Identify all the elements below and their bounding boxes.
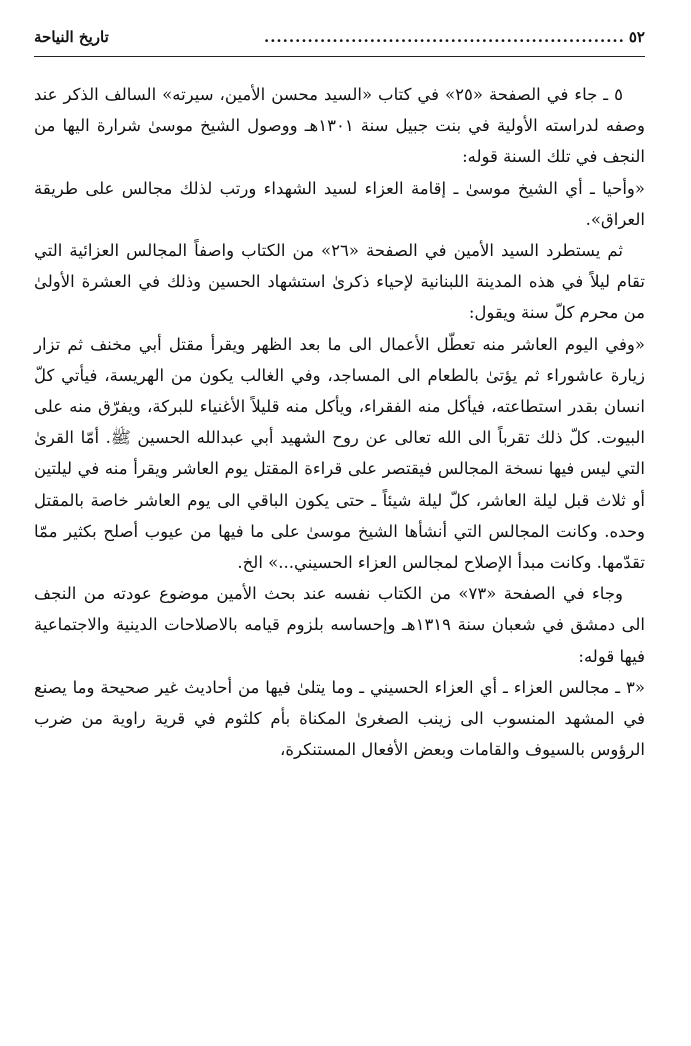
paragraph-1: ٥ ـ جاء في الصفحة «٢٥» في كتاب «السيد محسن الأمين، سيرته» السالف الذكر عند وصفه لدراسته الأولية في بنت جبيل سنة ١٣٠١هـ ووصول الشيخ موسىٰ شرارة اليها من النجف في تلك السنة قوله:	[34, 85, 645, 167]
header-dot-leader: ..........................................................	[263, 28, 625, 46]
page-number: ٥٢	[628, 28, 645, 46]
running-header	[34, 28, 645, 57]
quote-3: «٣ ـ مجالس العزاء ـ أي العزاء الحسيني ـ وما يتلىٰ فيها من أحاديث غير صحيحة وما يصنع في المشهد المنسوب الى زينب الصغرىٰ المكناة بأم كلثوم في قرية راوية من ضرب الرؤوس بالسيوف والقامات وبعض الأفعال المستنكرة،	[34, 677, 645, 760]
page-body	[34, 79, 645, 765]
quote-1: «وأحيا ـ أي الشيخ موسىٰ ـ إقامة العزاء لسيد الشهداء ورتب لذلك مجالس على طريقة العراق».	[34, 178, 645, 229]
paragraph-2: ثم يستطرد السيد الأمين في الصفحة «٢٦» من الكتاب واصفاً المجالس العزائية التي تقام ليلاً في هذه المدينة اللبنانية لإحياء ذكرىٰ استشهاد الحسين وذلك في العشرة الأولىٰ من محرم كلّ سنة ويقول:	[34, 241, 645, 323]
paragraph-3: وجاء في الصفحة «٧٣» من الكتاب نفسه عند بحث الأمين موضوع عودته من النجف الى دمشق في شعبان سنة ١٣١٩هـ وإحساسه بلزوم قيامه بالاصلاحات الدينية والاجتماعية فيها قوله:	[34, 584, 645, 666]
quote-2: «وفي اليوم العاشر منه تعطّل الأعمال الى ما بعد الظهر ويقرأ مقتل أبي مخنف ثم تزار زيارة عاشوراء ثم يؤتىٰ بالطعام الى المساجد، وفي الغالب يكون من الهريسة، فيأتي كلّ انسان بقدر استطاعته، فيأكل منه الفقراء، ويأكل منه قليلاً الأغنياء للبركة، ويفرّق منه على البيوت. كلّ ذلك تقرباً الى الله تعالى عن روح الشهيد أبي عبدالله الحسين ﷺ. أمّا القرىٰ التي ليس فيها نسخة المجالس فيقتصر على قراءة المقتل يوم العاشر ويقرأ منه في ليلتين أو ثلاث قبل ليلة العاشر، كلّ ليلة شيئاً ـ حتى يكون الباقي الى يوم العاشر خاصة بالمقتل وحده. وكانت المجالس التي أنشأها الشيخ موسىٰ على ما فيها من عيوب أصلح بكثير ممّا تقدّمها. وكانت مبدأ الإصلاح لمجالس العزاء الحسيني...» الخ.	[34, 334, 645, 573]
running-title: تاريخ النياحة	[34, 28, 109, 46]
